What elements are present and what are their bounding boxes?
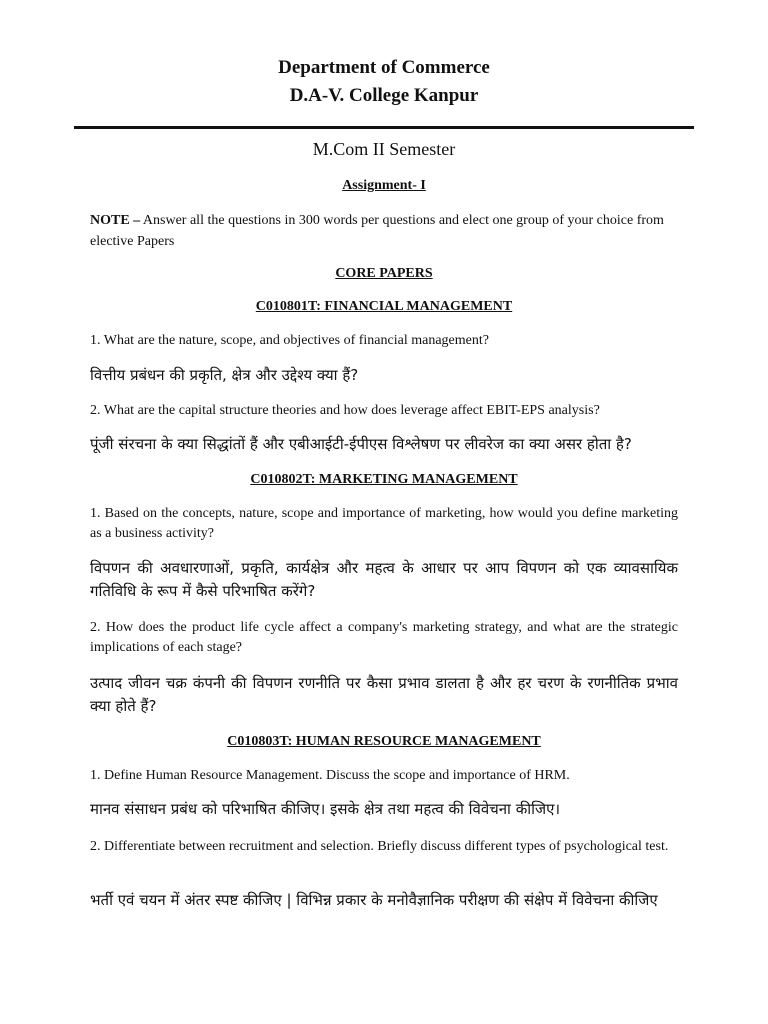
question-en: 1. What are the nature, scope, and objectives of financial management? — [90, 333, 489, 348]
question-hi: मानव संसाधन प्रबंध को परिभाषित कीजिए। इसके क्षेत्र तथा महत्व की विवेचना कीजिए। — [90, 800, 561, 818]
question-en: 2. Differentiate between recruitment and selection. Briefly discuss different types of psychological test. — [90, 839, 669, 854]
question-en: 2. What are the capital structure theories and how does leverage affect EBIT-EPS analysis? — [90, 403, 600, 418]
question-en: 1. Define Human Resource Management. Discuss the scope and importance of HRM. — [90, 768, 570, 783]
header-divider — [74, 126, 694, 129]
question-hi: भर्ती एवं चयन में अंतर स्पष्ट कीजिए | विभिन्न प्रकार के मनोवैज्ञानिक परीक्षण की संक्षेप में विवेचना कीजिए — [90, 891, 658, 909]
question-hi: वित्तीय प्रबंधन की प्रकृति, क्षेत्र और उद्देश्य क्या हैं? — [90, 366, 359, 384]
assignment-title: Assignment- I — [342, 178, 426, 193]
college-heading: D.A-V. College Kanpur — [289, 85, 479, 106]
paper-title-marketing: C010802T: MARKETING MANAGEMENT — [250, 472, 518, 487]
question-en: 1. Based on the concepts, nature, scope and importance of marketing, how would you define marketing as a business activity? — [90, 506, 678, 541]
question-hi: पूंजी संरचना के क्या सिद्धांतों हैं और एबीआईटी-ईपीएस विश्लेषण पर लीवरेज का क्या असर होता है? — [90, 435, 632, 453]
semester-title: M.Com II Semester — [312, 139, 456, 159]
paper-title-financial: C010801T: FINANCIAL MANAGEMENT — [255, 299, 513, 314]
department-heading: Department of Commerce — [278, 57, 490, 78]
note-paragraph — [90, 210, 678, 252]
question-hi: विपणन की अवधारणाओं, प्रकृति, कार्यक्षेत्र और महत्व के आधार पर आप विपणन को एक व्यावसायिक गतिविधि के रूप में कैसे परिभाषित करेंगे? — [90, 559, 678, 600]
note-text: Answer all the questions in 300 words per questions and elect one group of your choice from elective Papers — [90, 213, 664, 249]
core-papers-heading: CORE PAPERS — [335, 266, 433, 281]
note-label: NOTE – — [90, 213, 141, 228]
question-en: 2. How does the product life cycle affect a company's marketing strategy, and what are the strategic implications of each stage? — [90, 620, 678, 655]
question-hi: उत्पाद जीवन चक्र कंपनी की विपणन रणनीति पर कैसा प्रभाव डालता है और हर चरण के रणनीतिक प्रभाव क्या होते हैं? — [90, 674, 678, 715]
paper-title-hrm: C010803T: HUMAN RESOURCE MANAGEMENT — [227, 734, 541, 749]
